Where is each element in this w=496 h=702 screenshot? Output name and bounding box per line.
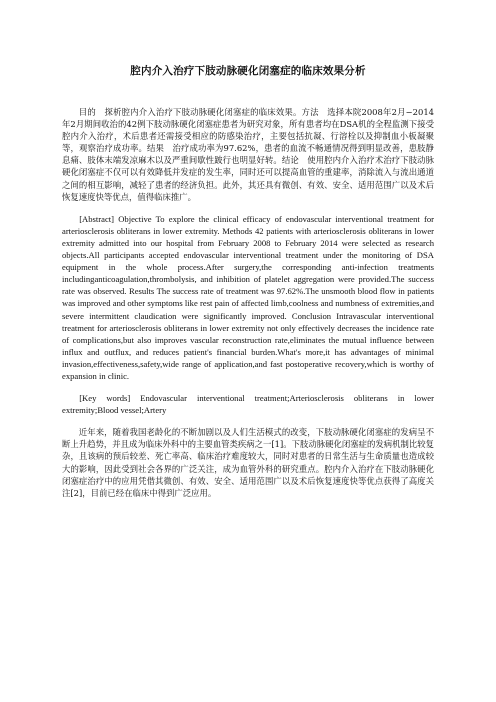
paper-title: 腔内介入治疗下肢动脉硬化闭塞症的临床效果分析 xyxy=(130,65,366,77)
body-introduction: 近年来，随着我国老龄化的不断加剧以及人们生活模式的改变，下肢动脉硬化闭塞症的发病呈不断上升趋势，并且成为临床外科中的主要血管类疾病之一[1]。下肢动脉硬化闭塞症的发病机制比较复杂，且该病的预后较差、死亡率高、临床治疗难度较大，同时对患者的日常生活与生命质量也造成较大的影响，因此受到社会各界的广泛关注，成为血管外科的研究重点。腔内介入治疗在下肢动脉硬化闭塞症治疗中的应用凭借其微创、有效、安全、适用范围广以及术后恢复速度快等优点获得了高度关注[2]，目前已经在临床中得到广泛应用。 xyxy=(62,427,434,498)
abstract-chinese: 目的 探析腔内介入治疗下肢动脉硬化闭塞症的临床效果。方法 选择本院2008年2月−2014年2月期间收治的42例下肢动脉硬化闭塞症患者为研究对象，所有患者均在DSA机的全程监测下接受腔内介入治疗，术后患者还需接受相应的防感染治疗，主要包括抗凝、行溶栓以及抑制血小板凝聚等，观察治疗成功率。结果 治疗成功率为97.62%，患者的血流不畅通情况得到明显改善，患肢静息痛、肢体末端发凉麻木以及严重间歇性跛行也明显好转。结论 使用腔内介入治疗术治疗下肢动脉硬化闭塞症不仅可以有效降低并发症的发生率，同时还可以提高血管的重建率，消除流入与流出通道之间的相互影响，减轻了患者的经济负担。此外，其还具有微创、有效、安全、适用范围广以及术后恢复速度快等优点，值得临床推广。 xyxy=(62,107,434,202)
abstract-english: [Abstract] Objective To explore the clinical efficacy of endovascular interventional treatment for arteriosclerosis obliterans in lower extremity. Methods 42 patients with arteriosclerosis obliterans in lower extremity admitted into our hospital from February 2008 to February 2014 were selected as research objects.All participants accepted endovascular interventional treatment under the monitoring of DSA equipment in the whole process.After surgery,the corresponding anti-infection treatments includinganticoagulation,thrombolysis, and inhibition of platelet aggregation were provided.The success rate was observed. Results The success rate of treatment was 97.62%.The unsmooth blood flow in patients was improved and other symptoms like rest pain of affected limb,coolness and numbness of extremities,and severe intermittent claudication were significantly improved. Conclusion Intravascular interventional treatment for arteriosclerosis obliterans in lower extremity not only effectively decreases the incidence rate of complications,but also improves vascular reconstruction rate,eliminates the mutual influence between influx and outflux, and reduces patient's financial burden.What's more,it has advantages of minimal invasion,effectiveness,safety,wide range of application,and fast postoperative recovery,which is worthy of expansion in clinic. xyxy=(62,213,434,381)
keywords-english: [Key words] Endovascular interventional treatment;Arteriosclerosis obliterans in lower extremity;Blood vessel;Artery xyxy=(62,393,434,416)
